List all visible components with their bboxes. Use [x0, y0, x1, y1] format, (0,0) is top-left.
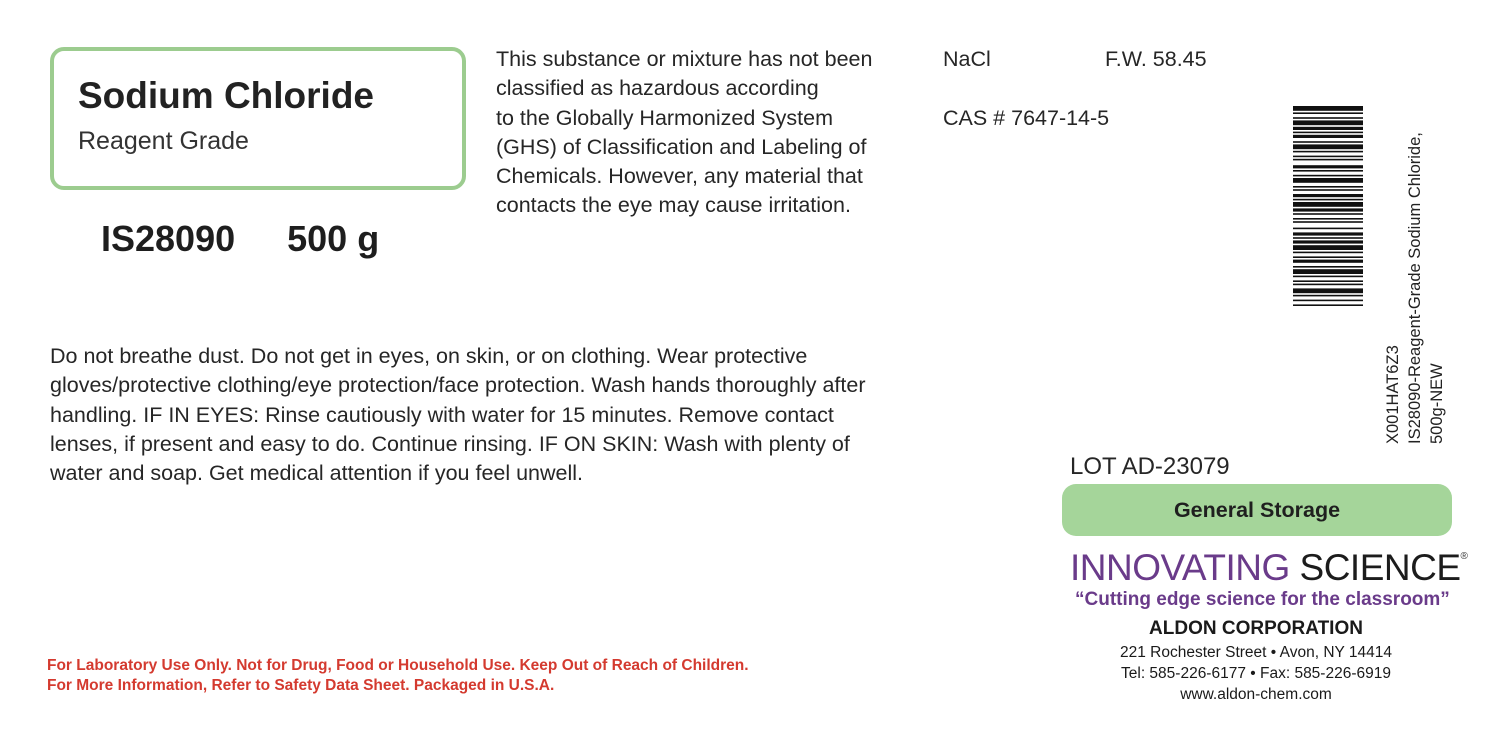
barcode-bar — [1293, 208, 1363, 211]
barcode-bar — [1293, 194, 1363, 197]
barcode-bar — [1293, 132, 1363, 134]
formula-weight: F.W. 58.45 — [1105, 47, 1207, 71]
barcode-bar — [1293, 170, 1363, 172]
barcode-bar — [1293, 240, 1363, 243]
barcode-bar — [1293, 256, 1363, 258]
product-quantity: 500 g — [287, 218, 380, 259]
chemical-formula: NaCl — [943, 47, 991, 71]
cas-number: CAS # 7647-14-5 — [943, 106, 1110, 130]
barcode-bar — [1293, 156, 1363, 158]
barcode-bar — [1293, 276, 1363, 278]
catalog-number: IS28090 — [101, 218, 236, 259]
barcode-bar — [1293, 269, 1363, 274]
product-grade: Reagent Grade — [78, 127, 249, 155]
barcode-bar — [1293, 106, 1363, 111]
barcode-bar — [1293, 175, 1363, 177]
barcode-bar — [1293, 260, 1363, 263]
barcode-bar — [1293, 228, 1363, 230]
catalog-row — [101, 218, 379, 260]
barcode-bar — [1293, 284, 1363, 286]
barcode-bar — [1293, 199, 1363, 201]
registered-mark: ® — [1460, 551, 1468, 562]
barcode-bar — [1293, 237, 1363, 239]
barcode-bar — [1293, 178, 1363, 183]
precautionary-statements: Do not breathe dust. Do not get in eyes, on skin, or on clothing. Wear protective gloves/protective clothing/eye protection/face protection. Wash hands thoroughly after handling. IF IN EYES: Rinse cautiously with water for 15 minutes. Remove contact lenses, if present and easy to do. Continue rinsing. IF ON SKIN: Wash with plenty of water and soap. Get medical attention if you feel unwell. — [50, 344, 866, 486]
barcode-bar — [1293, 117, 1363, 119]
hazard-statement: This substance or mixture has not been classified as hazardous according to the Globally Harmonized System (GHS) of Classification and Labeling of Chemicals. However, any material that contacts the eye may cause irritation. — [496, 47, 873, 218]
barcode-description: IS28090-Reagent-Grade Sodium Chloride, 500g-NEW — [1406, 132, 1446, 444]
brand-name-part2: SCIENCE — [1289, 547, 1461, 588]
barcode-bar — [1293, 232, 1363, 235]
barcode-bar — [1293, 165, 1363, 168]
barcode-bar — [1293, 159, 1363, 161]
barcode-bar — [1293, 252, 1363, 254]
barcode-bar — [1293, 120, 1363, 125]
barcode-bar — [1293, 202, 1363, 207]
barcode-bar — [1293, 135, 1363, 138]
company-name: ALDON CORPORATION — [1149, 618, 1363, 639]
barcode-bar — [1293, 213, 1363, 215]
product-name: Sodium Chloride — [78, 75, 374, 116]
warning-line-1: For Laboratory Use Only. Not for Drug, Food or Household Use. Keep Out of Reach of Children. — [47, 657, 749, 674]
barcode-bar — [1293, 300, 1363, 302]
warning-line-2: For More Information, Refer to Safety Data Sheet. Packaged in U.S.A. — [47, 677, 555, 694]
storage-badge: General Storage — [1062, 484, 1452, 536]
barcode-bar — [1293, 141, 1363, 143]
barcode-bar — [1293, 266, 1363, 268]
barcode — [1293, 106, 1363, 448]
barcode-bar — [1293, 127, 1363, 130]
barcode-bar — [1293, 295, 1363, 297]
product-name-box — [50, 47, 466, 190]
barcode-bar — [1293, 280, 1363, 282]
company-phone-fax: Tel: 585-226-6177 • Fax: 585-226-6919 — [1121, 665, 1391, 682]
brand-tagline: “Cutting edge science for the classroom” — [1075, 589, 1450, 610]
brand-logo — [1070, 547, 1467, 589]
barcode-bar — [1293, 144, 1363, 149]
barcode-bar — [1293, 112, 1363, 114]
brand-name-part1: INNOVATING — [1070, 547, 1290, 588]
barcode-bar — [1293, 221, 1363, 223]
barcode-bar — [1293, 186, 1363, 188]
company-website: www.aldon-chem.com — [1180, 686, 1332, 703]
lot-number: LOT AD-23079 — [1070, 453, 1230, 480]
barcode-bar — [1293, 288, 1363, 293]
barcode-bar — [1293, 218, 1363, 220]
barcode-bar — [1293, 151, 1363, 153]
barcode-bar — [1293, 189, 1363, 191]
company-address: 221 Rochester Street • Avon, NY 14414 — [1120, 644, 1392, 661]
barcode-bar — [1293, 245, 1363, 250]
barcode-bar — [1293, 304, 1363, 306]
barcode-code: X001HAT6Z3 — [1384, 345, 1402, 444]
